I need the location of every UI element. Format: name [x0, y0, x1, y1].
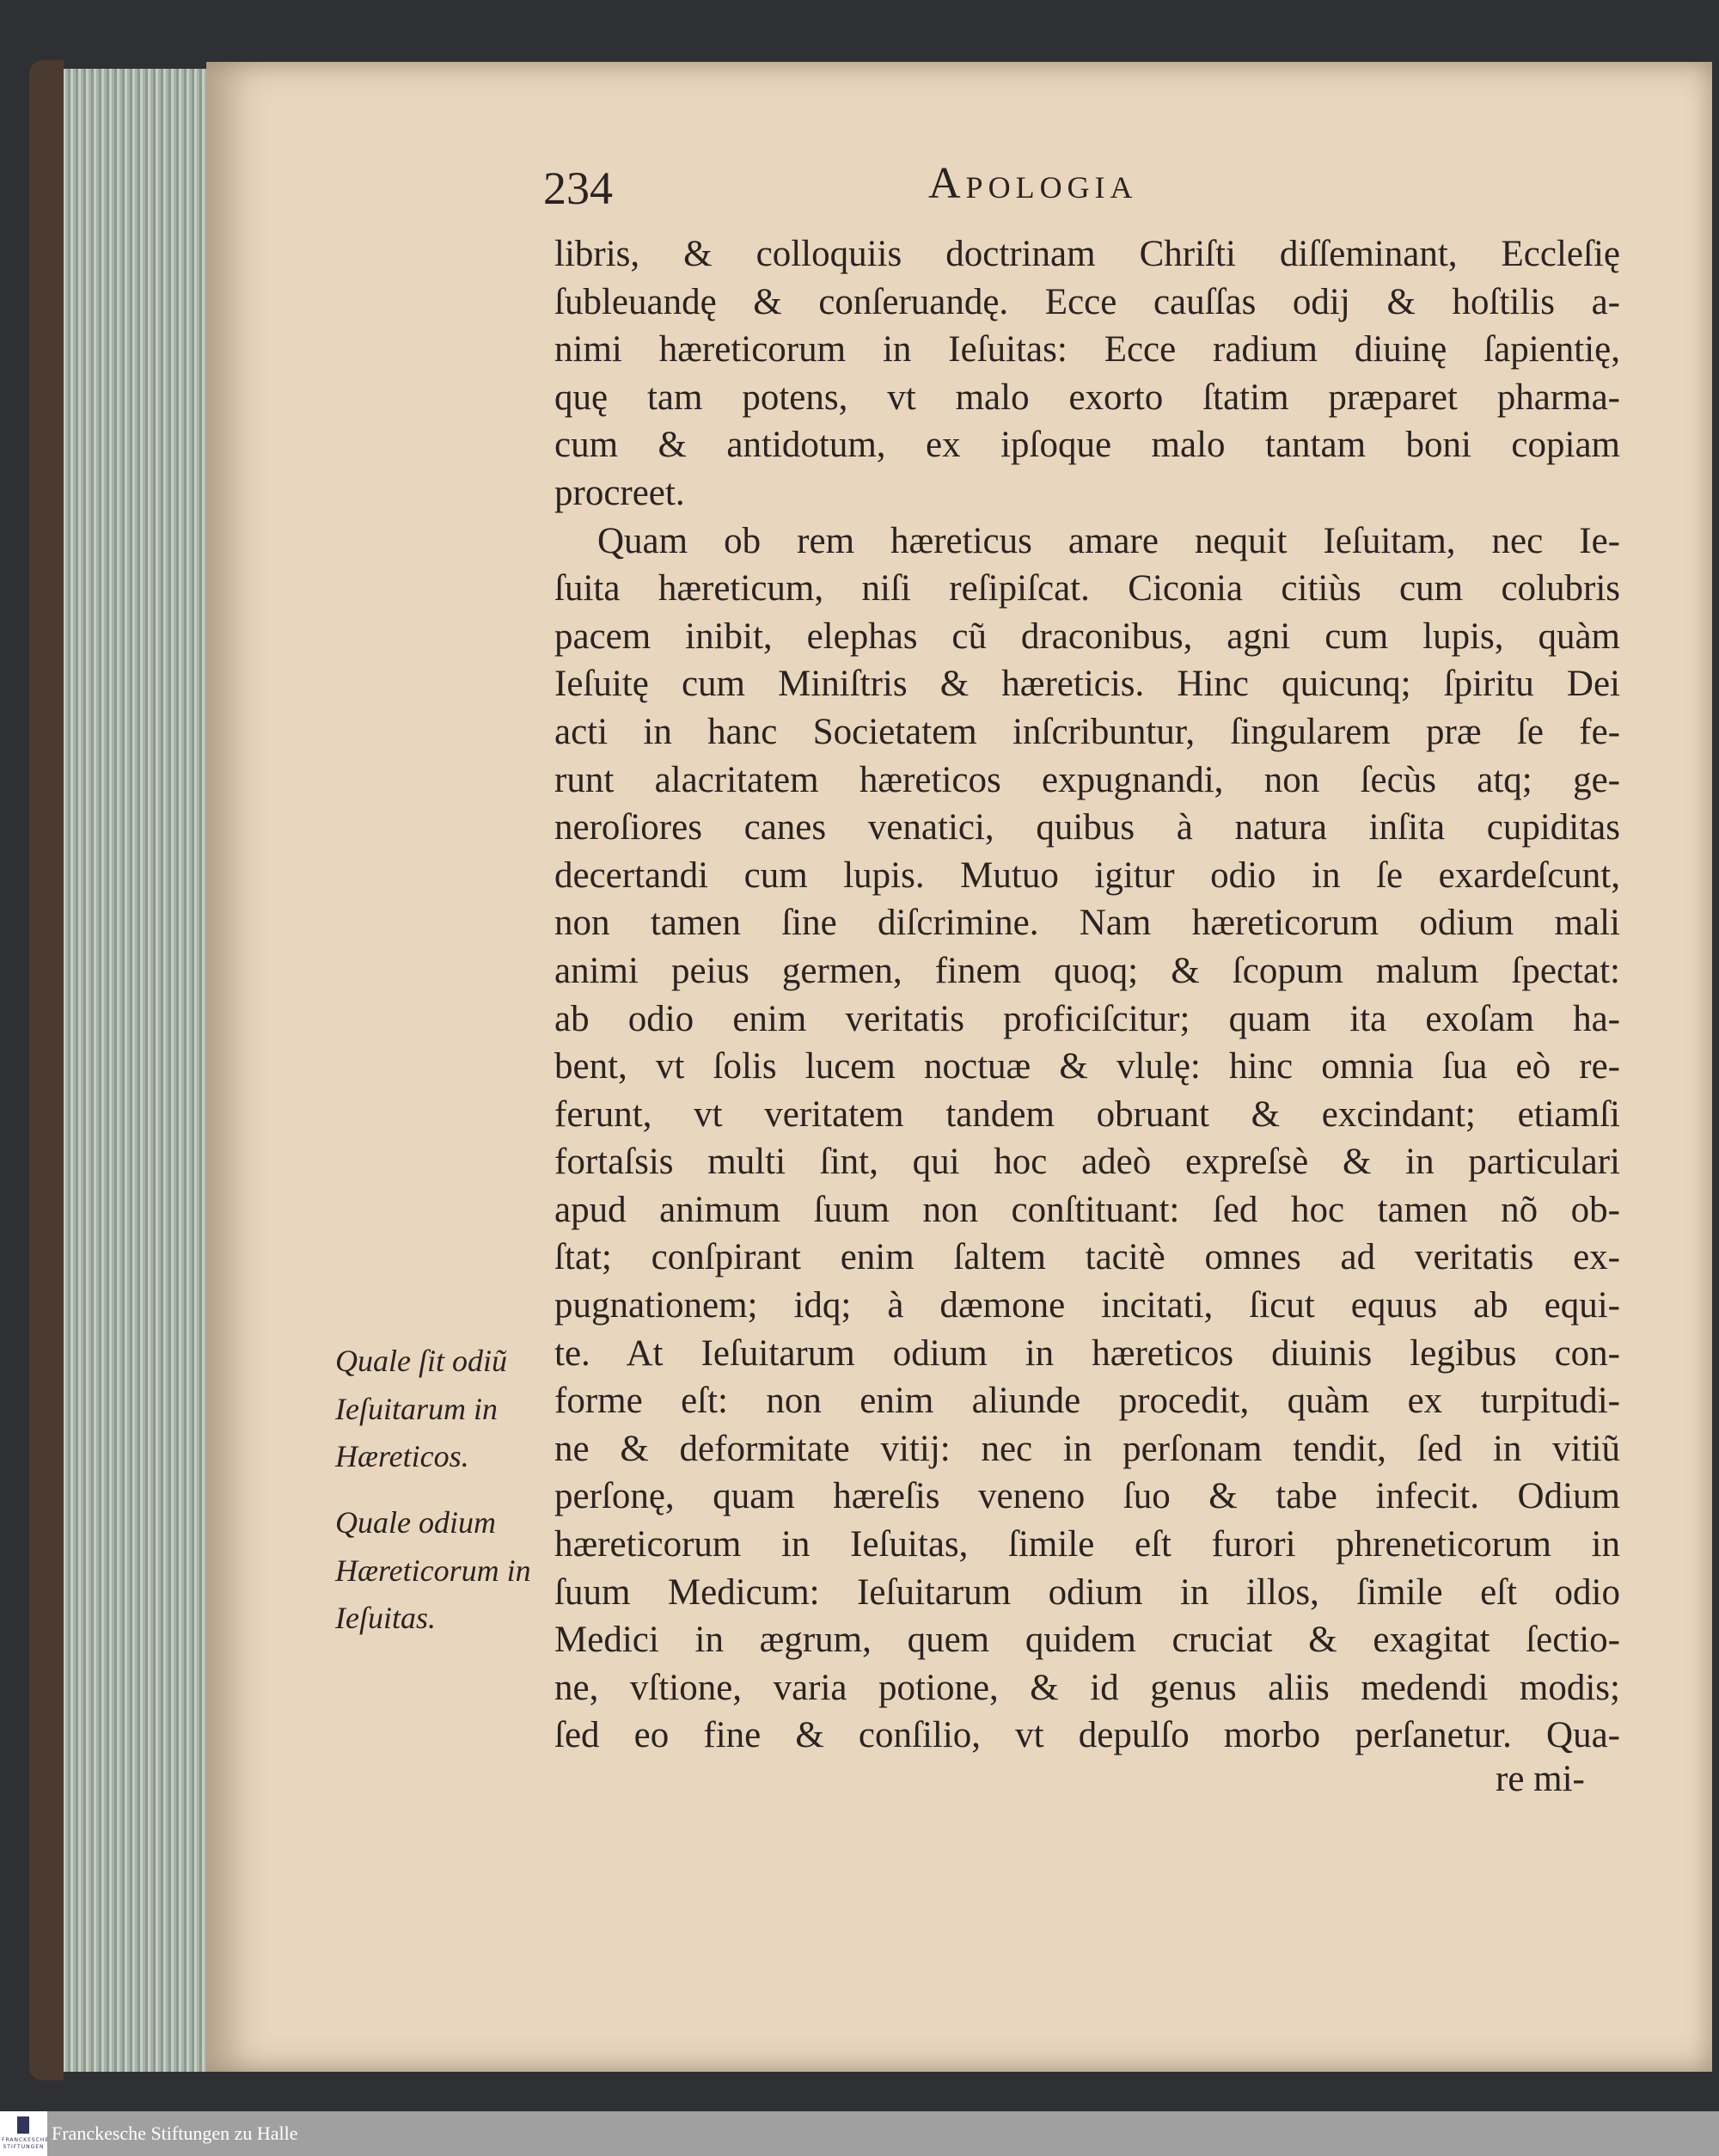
catchword: re mi- — [1496, 1759, 1585, 1799]
text-line: te. At Ieſuitarum odium in hæreticos diuinis legibus con- — [554, 1332, 1620, 1374]
text-line: ne & deformitate vitij: nec in perſonam tendit, ſed in vitiũ — [554, 1428, 1620, 1469]
logo-figure-icon — [17, 2116, 29, 2134]
text-line: runt alacritatem hæreticos expugnandi, non ſecùs atq; ge- — [554, 759, 1620, 800]
text-line: fortaſsis multi ſint, qui hoc adeò expreſsè & in particulari — [554, 1142, 1620, 1183]
text-line: forme eſt: non enim aliunde procedit, quàm ex turpitudi- — [554, 1381, 1620, 1422]
text-line: nimi hæreticorum in Ieſuitas: Ecce radium diuinę ſapientię, — [554, 329, 1620, 371]
text-line: Quam ob rem hæreticus amare nequit Ieſuitam, nec Ie- — [597, 520, 1620, 561]
text-line: ab odio enim veritatis proficiſcitur; quam ita exoſam ha- — [554, 998, 1620, 1039]
text-line: decertandi cum lupis. Mutuo igitur odio in ſe exardeſcunt, — [554, 854, 1620, 896]
text-line: ferunt, vt veritatem tandem obruant & excindant; etiamſi — [554, 1093, 1620, 1135]
page-number: 234 — [543, 162, 613, 214]
book-page-edges — [45, 69, 212, 2072]
text-line: non tamen ſine diſcrimine. Nam hæreticorum odium mali — [554, 903, 1620, 944]
text-line: ſuita hæreticum, niſi reſipiſcat. Ciconia citiùs cum colubris — [554, 568, 1620, 609]
sidenote-2 — [335, 1499, 550, 1643]
sidenote-line: Quale ſit odiũ — [335, 1344, 507, 1378]
text-line: hæreticorum in Ieſuitas, ſimile eſt furori phreneticorum in — [554, 1524, 1620, 1565]
text-line: ne, vſtione, varia potione, & id genus aliis medendi modis; — [554, 1667, 1620, 1708]
body-text — [554, 230, 1620, 1760]
text-line: acti in hanc Societatem inſcribuntur, ſingularem præ ſe fe- — [554, 711, 1620, 752]
text-line: pacem inibit, elephas cũ draconibus, agni cum lupis, quàm — [554, 616, 1620, 657]
text-line: perſonę, quam hæreſis veneno ſuo & tabe infecit. Odium — [554, 1476, 1620, 1517]
text-line: libris, & colloquiis doctrinam Chriſti diſſeminant, Eccleſię — [554, 234, 1620, 274]
sidenote-line: Ieſuitarum in — [335, 1391, 498, 1426]
footer-bar — [0, 2111, 1719, 2156]
text-line: ſtat; conſpirant enim ſaltem tacitè omnes ad veritatis ex- — [554, 1237, 1620, 1278]
institution-logo — [0, 2111, 50, 2156]
running-head: Apologia — [928, 159, 1138, 208]
text-line: ſed eo fine & conſilio, vt depulſo morbo perſanetur. Qua- — [554, 1715, 1620, 1756]
text-line: bent, vt ſolis lucem noctuæ & vlulę: hinc omnia ſua eò re- — [554, 1046, 1620, 1087]
text-line: quę tam potens, vt malo exorto ſtatim præparet pharma- — [554, 377, 1620, 418]
text-line: ſuum Medicum: Ieſuitarum odium in illos, ſimile eſt odio — [554, 1571, 1620, 1613]
sidenote-line: Hæreticos. — [335, 1439, 469, 1474]
text-line: apud animum ſuum non conſtituant: ſed hoc tamen nõ ob- — [554, 1189, 1620, 1230]
text-line: animi peius germen, finem quoq; & ſcopum malum ſpectat: — [554, 950, 1620, 991]
sidenote-line: Hæreticorum in — [335, 1553, 531, 1588]
text-line: ſubleuandę & conſeruandę. Ecce cauſſas odij & hoſtilis a- — [554, 281, 1620, 322]
sidenote-line: Quale odium — [335, 1505, 496, 1540]
institution-name: Franckesche Stiftungen zu Halle — [52, 2122, 298, 2144]
text-line: neroſiores canes venatici, quibus à natura inſita cupiditas — [554, 807, 1620, 848]
text-line: Ieſuitę cum Miniſtris & hæreticis. Hinc quicunq; ſpiritu Dei — [554, 664, 1620, 705]
sidenote-1 — [335, 1338, 550, 1481]
text-line: cum & antidotum, ex ipſoque malo tantam boni copiam — [554, 425, 1620, 466]
text-line: pugnationem; idq; à dæmone incitati, ſicut equus ab equi- — [554, 1285, 1620, 1326]
text-line: Medici in ægrum, quem quidem cruciat & exagitat ſectio- — [554, 1620, 1620, 1661]
logo-text: FRANCKESCHE STIFTUNGEN — [2, 2137, 50, 2150]
sidenote-line: Ieſuitas. — [335, 1601, 436, 1636]
text-line: procreet. — [554, 472, 685, 513]
